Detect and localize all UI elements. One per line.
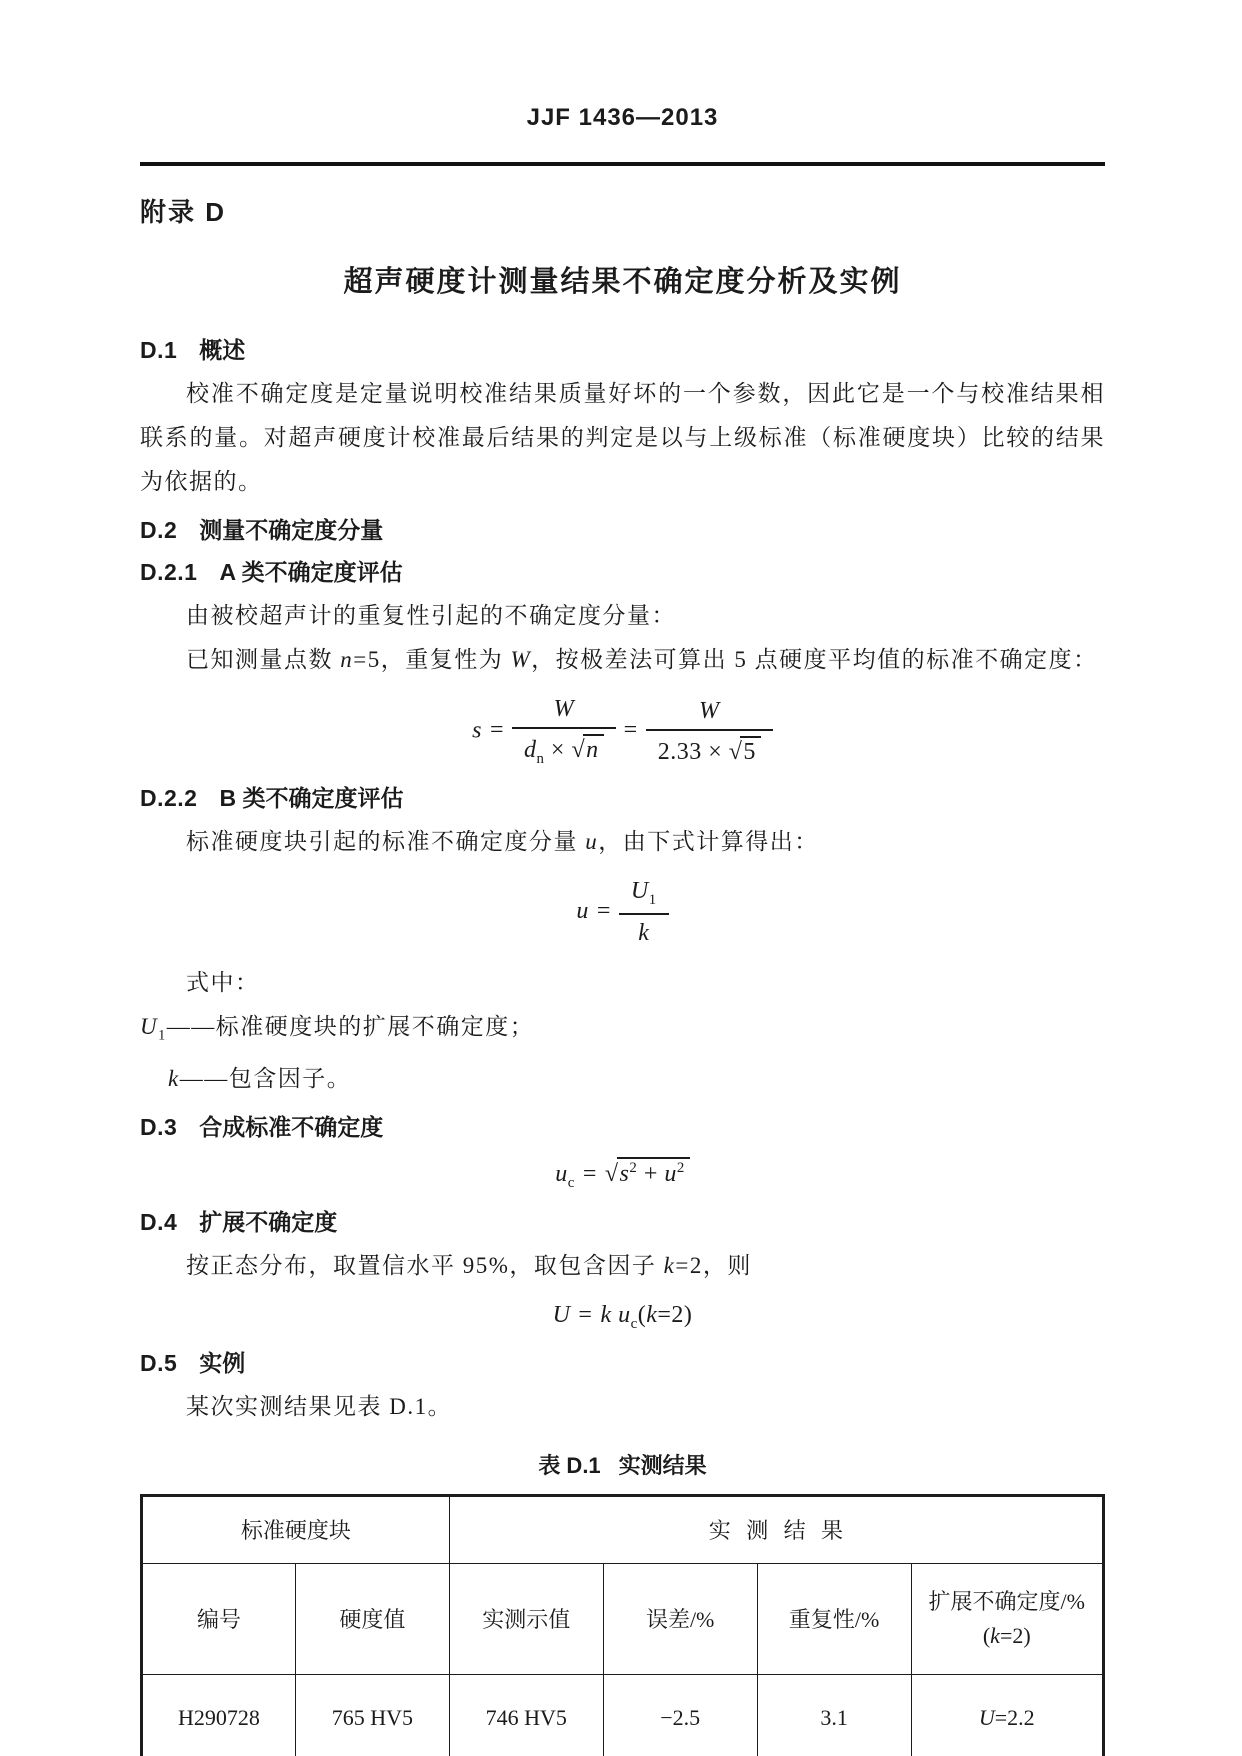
radical	[571, 734, 603, 764]
table-group-header-row	[142, 1495, 1104, 1563]
times-sign: ×	[708, 738, 723, 765]
math-var-k: k	[646, 1301, 658, 1328]
section-title: B 类不确定度评估	[219, 784, 404, 811]
math-var-u: u	[585, 828, 599, 854]
section-title: 测量不确定度分量	[199, 517, 384, 543]
fraction	[619, 878, 669, 947]
radicand	[617, 1157, 690, 1188]
section-number: D.5	[140, 1349, 178, 1376]
section-heading-d21	[140, 556, 1105, 588]
cell-expanded-uncertainty	[911, 1674, 1103, 1756]
table-caption-label: 表 D.1	[538, 1452, 601, 1478]
math-exp-2: 2	[629, 1160, 638, 1177]
cell-measured-value: 746 HV5	[449, 1674, 603, 1756]
math-var-U: U	[140, 1013, 159, 1039]
table-data-row	[142, 1674, 1104, 1756]
text-run: ——标准硬度块的扩展不确定度；	[166, 1013, 535, 1039]
section-number: D.4	[140, 1208, 178, 1235]
radicand	[583, 734, 604, 764]
table-caption	[140, 1449, 1105, 1480]
paragraph-where: 式中：	[186, 969, 260, 995]
section-number: D.1	[140, 337, 178, 363]
math-var-u: u	[576, 897, 589, 924]
math-var-k: k	[168, 1066, 180, 1092]
math-sub-1: 1	[648, 891, 657, 908]
paragraph-d4-body	[140, 1244, 1105, 1288]
header-rule	[140, 162, 1105, 166]
paragraph-d1-body: 校准不确定度是定量说明校准结果质量好坏的一个参数，因此它是一个与校准结果相联系的量。对超声硬度计校准最后结果的判定是以与上级标准（标准硬度块）比较的结果为依据的。	[140, 381, 1105, 494]
section-heading-d22	[140, 782, 1105, 814]
fraction-numerator	[619, 878, 669, 915]
section-heading-d5	[140, 1347, 1105, 1379]
times-sign: ×	[550, 737, 565, 763]
paragraph-d21-known	[140, 638, 1105, 682]
fraction-denominator	[512, 729, 616, 768]
section-title: 概述	[199, 337, 246, 363]
section-title: 合成标准不确定度	[199, 1114, 384, 1141]
plus-sign: +	[637, 1161, 665, 1188]
paragraph-d21-intro: 由被校超声计的重复性引起的不确定度分量：	[186, 603, 676, 628]
formula-repeatability	[140, 696, 1105, 768]
paragraph-d22-intro	[140, 820, 1105, 864]
text-run: =2，则	[675, 1252, 752, 1278]
column-header-error: 误差/%	[603, 1563, 757, 1674]
page-title: 超声硬度计测量结果不确定度分析及实例	[343, 266, 902, 298]
math-var-d: d	[523, 737, 537, 763]
math-var-w: W	[699, 697, 720, 724]
text-run: 已知测量点数	[186, 647, 341, 672]
fraction	[512, 696, 616, 768]
math-sub-1: 1	[158, 1027, 167, 1044]
text-run: 按正态分布，取置信水平 95%，取包含因子	[186, 1252, 664, 1278]
equals-sign: =	[596, 897, 611, 924]
definition-k	[140, 1057, 1105, 1101]
math-sub-c: c	[630, 1315, 638, 1332]
paren-rest: =2)	[999, 1622, 1031, 1648]
math-var-k: k	[638, 919, 650, 946]
section-title: A 类不确定度评估	[219, 559, 403, 585]
radical	[605, 1157, 690, 1188]
paragraph-d5-body: 某次实测结果见表 D.1。	[186, 1393, 453, 1419]
page-header	[140, 104, 1105, 132]
math-var-k: k	[990, 1622, 1000, 1648]
column-header-measured: 实测示值	[449, 1563, 603, 1674]
paren-open: (	[982, 1622, 991, 1648]
results-table	[140, 1494, 1105, 1756]
section-heading-d3	[140, 1111, 1105, 1143]
section-title: 扩展不确定度	[199, 1208, 338, 1235]
formula-combined-uncertainty	[140, 1157, 1105, 1192]
math-sub-c: c	[567, 1174, 575, 1191]
column-header-uncertainty	[911, 1563, 1103, 1674]
math-var-w: W	[510, 647, 532, 672]
definition-u1	[140, 1005, 1105, 1058]
cell-block-id: H290728	[142, 1674, 296, 1756]
section-heading-d2	[140, 514, 1105, 546]
column-header-uncertainty-line1: 扩展不确定度/%	[928, 1588, 1085, 1614]
fraction-numerator	[512, 696, 616, 729]
math-var-u: u	[618, 1301, 631, 1328]
math-var-U: U	[630, 877, 649, 904]
math-var-u: u	[664, 1161, 677, 1188]
text-run: =5，重复性为	[353, 647, 511, 672]
equals-sign: =	[623, 717, 638, 744]
math-var-U: U	[552, 1301, 571, 1328]
equals-sign: =	[578, 1301, 593, 1328]
section-heading-d4	[140, 1206, 1105, 1238]
radical-sign-icon: √	[728, 738, 743, 765]
math-var-u: u	[555, 1161, 568, 1188]
math-var-w: W	[553, 696, 575, 722]
group-header-measured-results: 实测结果	[449, 1495, 1103, 1563]
radicand: 5	[740, 736, 761, 766]
formula-block-uncertainty	[140, 878, 1105, 947]
text-run: ，由下式计算得出：	[598, 828, 819, 854]
text-run: ——包含因子。	[179, 1066, 352, 1092]
column-header-repeatability: 重复性/%	[757, 1563, 911, 1674]
radical-sign-icon: √	[604, 1161, 619, 1188]
fraction-denominator	[619, 915, 669, 947]
math-var-k: k	[600, 1301, 612, 1328]
column-header-id: 编号	[142, 1563, 296, 1674]
section-number: D.2.2	[140, 784, 198, 811]
section-number: D.2	[140, 517, 178, 543]
math-var-k: k	[663, 1252, 676, 1278]
table-header-row	[142, 1563, 1104, 1674]
uncertainty-value: =2.2	[994, 1704, 1035, 1730]
cell-error: −2.5	[603, 1674, 757, 1756]
equals-sign: =	[489, 717, 504, 744]
table-caption-text: 实测结果	[618, 1452, 707, 1478]
section-title: 实例	[199, 1349, 246, 1376]
group-header-standard-block: 标准硬度块	[142, 1495, 450, 1563]
cell-repeatability: 3.1	[757, 1674, 911, 1756]
cell-hardness-value: 765 HV5	[295, 1674, 449, 1756]
text-run: 标准硬度块引起的标准不确定度分量	[186, 828, 586, 854]
appendix-label: 附录 D	[140, 197, 227, 227]
text-run: ，按极差法可算出 5 点硬度平均值的标准不确定度：	[531, 647, 1098, 672]
math-var-n: n	[586, 737, 599, 763]
math-var-U: U	[978, 1704, 995, 1730]
radical-sign-icon: √	[571, 737, 586, 763]
radical	[729, 736, 761, 766]
math-exp-2: 2	[676, 1160, 685, 1177]
section-heading-d1	[140, 334, 1105, 366]
math-sub-n: n	[536, 750, 545, 767]
section-number: D.2.1	[140, 559, 198, 585]
section-number: D.3	[140, 1114, 178, 1141]
column-header-hardness: 硬度值	[295, 1563, 449, 1674]
paren-rest: =2)	[657, 1301, 693, 1328]
fraction	[646, 698, 773, 766]
paren-open: (	[637, 1301, 647, 1328]
math-var-n: n	[340, 647, 354, 672]
equals-sign: =	[582, 1161, 597, 1188]
math-var-s: s	[472, 717, 482, 744]
fraction-denominator	[646, 731, 773, 766]
standard-number: JJF 1436—2013	[526, 104, 719, 131]
formula-expanded-uncertainty	[140, 1302, 1105, 1333]
math-coefficient: 2.33	[657, 738, 709, 765]
math-var-s: s	[619, 1161, 630, 1188]
fraction-numerator	[646, 698, 773, 731]
